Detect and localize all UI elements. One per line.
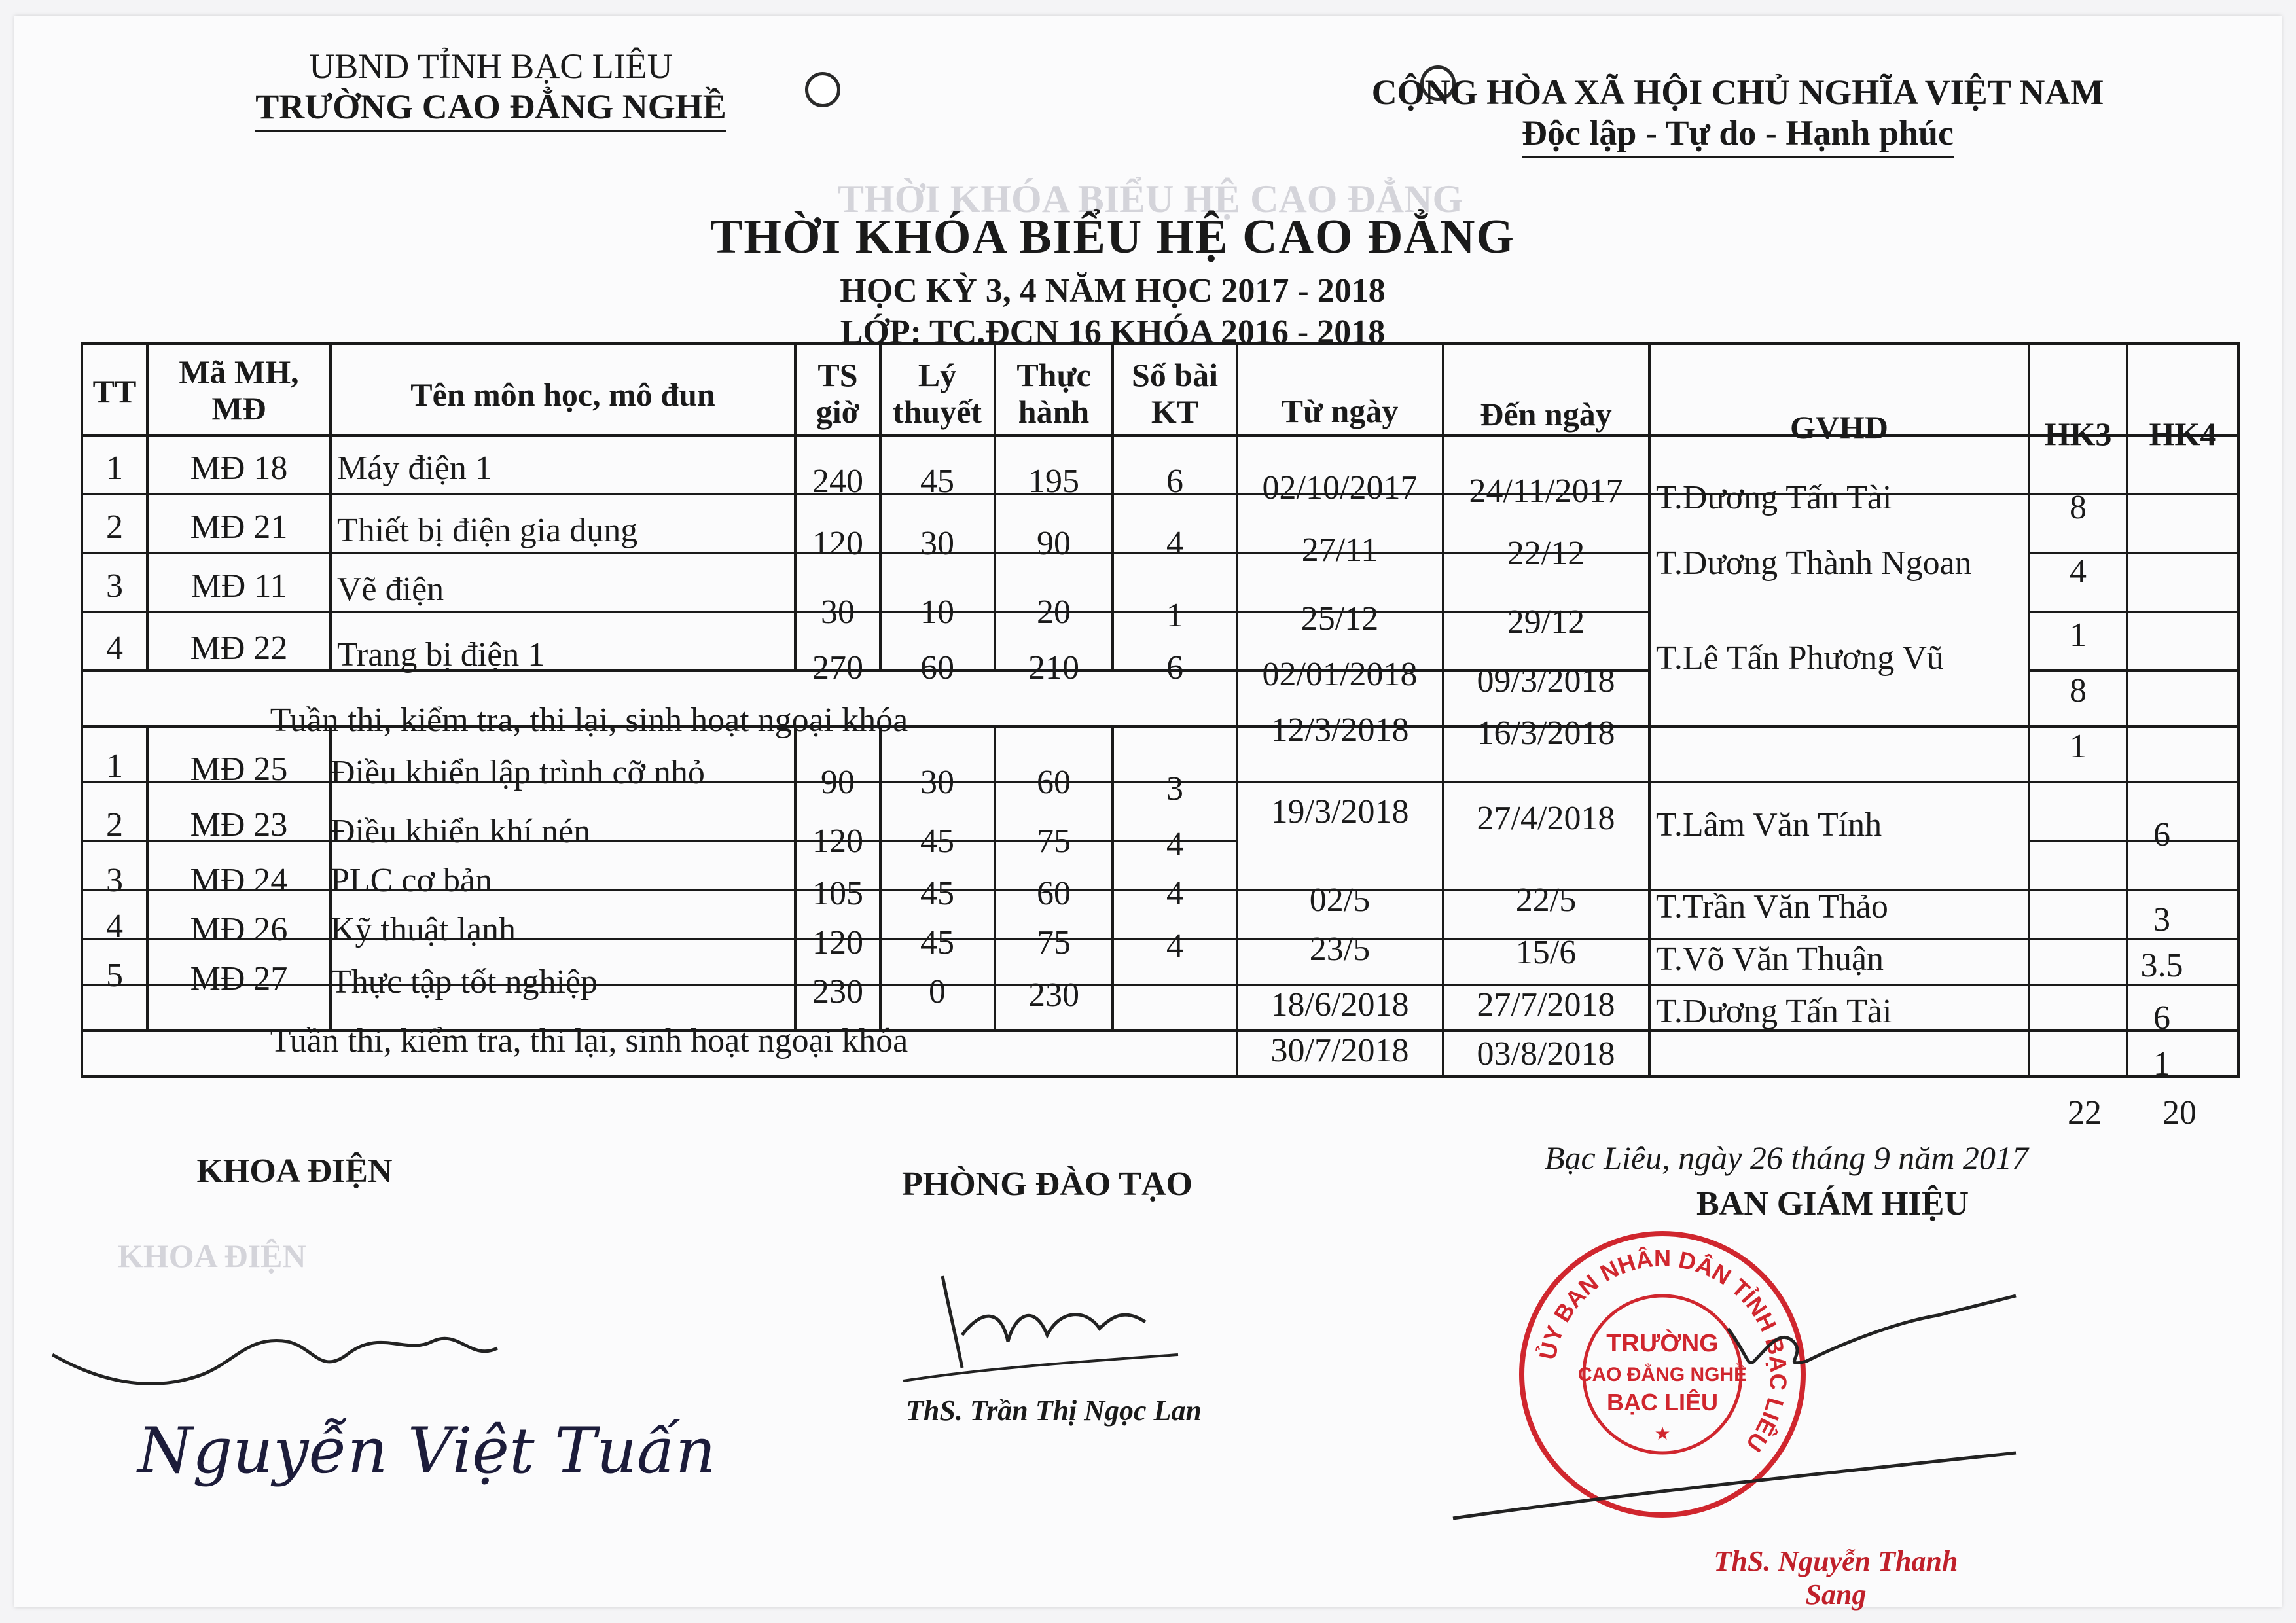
cell-from: 12/3/2018	[1270, 711, 1409, 749]
cell-practice: 60	[1037, 875, 1071, 912]
cell-ts: 240	[812, 463, 863, 500]
title-main: THỜI KHÓA BIỂU HỆ CAO ĐẲNG	[709, 210, 1515, 264]
cell-from: 02/10/2017	[1262, 469, 1418, 507]
province-committee: UBND TỈNH BẠC LIÊU	[309, 46, 673, 86]
col-header-hk3: HK3	[2044, 416, 2112, 452]
cell-to: 24/11/2017	[1469, 473, 1623, 510]
col-header-hk4: HK4	[2149, 416, 2217, 452]
cell-theory: 45	[920, 823, 954, 860]
cell-ts: 105	[812, 875, 863, 912]
cell-code: MĐ 18	[190, 450, 288, 487]
cell-tt: 2	[106, 508, 123, 546]
cell-code: MĐ 27	[190, 960, 288, 997]
title-class: LỚP: TC.ĐCN 16 KHÓA 2016 - 2018	[840, 313, 1386, 351]
cell-tt: 1	[106, 450, 123, 487]
cell-teacher: T.Lâm Văn Tính	[1656, 806, 1882, 844]
signature-faculty	[131, 1152, 458, 1190]
cell-hk3: 8	[2070, 672, 2087, 709]
total-hk4: 20	[2162, 1094, 2197, 1132]
col-header-ts: TS giờ	[816, 357, 860, 430]
exam-label: Tuần thi, kiểm tra, thi lại, sinh hoạt ngoại khóa	[270, 1022, 908, 1060]
cell-theory: 10	[920, 594, 954, 631]
cell-from: 02/5	[1309, 882, 1371, 919]
cell-to: 03/8/2018	[1477, 1035, 1615, 1073]
cell-tests: 4	[1166, 927, 1183, 965]
faculty-signature-name: Nguyễn Việt Tuấn	[137, 1414, 716, 1488]
cell-tests: 4	[1166, 826, 1183, 863]
col-header-tests: Số bài KT	[1131, 357, 1218, 430]
cell-hk4: 3.5	[2140, 947, 2183, 984]
cell-subject: Điều khiển lập trình cỡ nhỏ	[331, 754, 705, 791]
cell-theory: 30	[920, 525, 954, 562]
cell-tests: 6	[1166, 649, 1183, 687]
cell-to: 22/5	[1515, 882, 1577, 919]
cell-from: 23/5	[1309, 931, 1371, 968]
cell-practice: 75	[1037, 924, 1071, 961]
col-header-tt: TT	[92, 373, 137, 410]
cell-theory: 45	[920, 875, 954, 912]
cell-tests: 1	[1166, 597, 1183, 634]
country-name: CỘNG HÒA XÃ HỘI CHỦ NGHĨA VIỆT NAM	[1371, 73, 2104, 112]
cell-teacher: T.Dương Tấn Tài	[1656, 993, 1892, 1030]
cell-ts: 120	[812, 823, 863, 860]
cell-to: 27/4/2018	[1477, 800, 1615, 837]
col-header-practice: Thực hành	[1016, 357, 1091, 430]
school-name: TRƯỜNG CAO ĐẲNG NGHỀ	[255, 86, 726, 132]
bleed-through-title: THỜI KHÓA BIỂU HỆ CAO ĐẲNG	[838, 177, 1463, 221]
cell-subject: PLC cơ bản	[331, 862, 493, 899]
bleed-through-footer: KHOA ĐIỆN	[118, 1238, 306, 1274]
col-header-code: Mã MH, MĐ	[179, 353, 299, 427]
stamp-center-line2: CAO ĐẲNG NGHỀ	[1577, 1364, 1748, 1385]
cell-from: 19/3/2018	[1270, 793, 1409, 830]
handwritten-signature-training	[890, 1257, 1217, 1400]
cell-tests: 6	[1166, 463, 1183, 500]
exam-label: Tuần thi, kiểm tra, thi lại, sinh hoạt ngoại khóa	[270, 702, 908, 739]
cell-practice: 60	[1037, 764, 1071, 801]
cell-subject: Kỹ thuật lạnh	[331, 911, 516, 948]
cell-hk3: 4	[2070, 553, 2087, 590]
cell-theory: 45	[920, 463, 954, 500]
cell-subject: Thực tập tốt nghiệp	[331, 963, 598, 1001]
cell-tt: 3	[106, 567, 123, 605]
cell-teacher: T.Dương Thành Ngoan	[1656, 544, 1972, 582]
cell-to: 29/12	[1507, 603, 1585, 641]
cell-subject: Vẽ điện	[337, 571, 444, 608]
training-title: PHÒNG ĐÀO TẠO	[902, 1166, 1193, 1203]
col-header-subject: Tên môn học, mô đun	[410, 376, 715, 413]
cell-ts: 120	[812, 924, 863, 961]
cell-hk4: 6	[2153, 816, 2170, 853]
cell-ts: 120	[812, 525, 863, 562]
cell-from: 27/11	[1301, 531, 1378, 569]
cell-subject: Thiết bị điện gia dụng	[337, 512, 638, 549]
cell-code: MĐ 11	[190, 567, 287, 605]
training-signer-name: ThS. Trần Thị Ngọc Lan	[906, 1395, 1202, 1427]
cell-ts: 90	[821, 764, 855, 801]
cell-theory: 0	[929, 973, 946, 1010]
cell-hk3: 1	[2070, 616, 2087, 654]
cell-practice: 90	[1037, 525, 1071, 562]
cell-subject: Trang bị điện 1	[337, 636, 545, 673]
cell-practice: 230	[1028, 976, 1079, 1014]
cell-subject: Điều khiển khí nén	[331, 813, 591, 850]
cell-code: MĐ 23	[190, 806, 288, 844]
cell-practice: 195	[1028, 463, 1079, 500]
cell-tests: 4	[1166, 875, 1183, 912]
cell-hk3: 1	[2070, 728, 2087, 765]
cell-teacher: T.Dương Tấn Tài	[1656, 479, 1892, 516]
stamp-center-line1: TRƯỜNG	[1606, 1330, 1719, 1357]
stamp-star-icon: ★	[1654, 1423, 1671, 1444]
board-signer-name: ThS. Nguyễn Thanh Sang	[1713, 1545, 1958, 1611]
cell-code: MĐ 26	[190, 911, 288, 948]
cell-code: MĐ 22	[190, 630, 288, 667]
cell-ts: 270	[812, 649, 863, 687]
col-header-teacher: GVHD	[1790, 409, 1888, 446]
cell-code: MĐ 25	[190, 751, 288, 788]
total-hk3: 22	[2068, 1094, 2102, 1132]
cell-tt: 1	[106, 747, 123, 785]
cell-to: 27/7/2018	[1477, 986, 1615, 1024]
national-motto: Độc lập - Tự do - Hạnh phúc	[1522, 113, 1954, 158]
cell-hk4: 3	[2153, 901, 2170, 938]
handwritten-signature-board	[1440, 1283, 2029, 1558]
cell-tt: 4	[106, 630, 123, 667]
stamp-center-line3: BẠC LIÊU	[1607, 1389, 1718, 1416]
cell-teacher: T.Lê Tấn Phương Vũ	[1656, 639, 1944, 677]
cell-theory: 30	[920, 764, 954, 801]
cell-practice: 210	[1028, 649, 1079, 687]
signature-training	[818, 1165, 1276, 1204]
stamp-ring-text: ỦY BAN NHÂN DÂN TỈNH BẠC LIÊU	[1534, 1244, 1793, 1457]
col-header-theory: Lý thuyết	[892, 357, 982, 430]
cell-ts: 30	[821, 594, 855, 631]
cell-teacher: T.Võ Văn Thuận	[1656, 940, 1884, 978]
cell-practice: 75	[1037, 823, 1071, 860]
cell-to: 15/6	[1515, 934, 1577, 971]
cell-tt: 5	[106, 957, 123, 994]
cell-from: 30/7/2018	[1270, 1032, 1409, 1069]
cell-hk4: 1	[2153, 1045, 2170, 1082]
col-header-from: Từ ngày	[1281, 393, 1399, 429]
cell-tt: 4	[106, 908, 123, 945]
cell-theory: 60	[920, 649, 954, 687]
signature-board	[1636, 1185, 2029, 1223]
cell-ts: 230	[812, 973, 863, 1010]
cell-tests: 3	[1166, 770, 1183, 808]
cell-teacher: T.Trần Văn Thảo	[1656, 888, 1888, 925]
cell-hk3: 8	[2070, 489, 2087, 526]
place-date: Bạc Liêu, ngày 26 tháng 9 năm 2017	[1545, 1139, 2028, 1176]
cell-from: 02/01/2018	[1262, 656, 1418, 693]
cell-to: 16/3/2018	[1477, 715, 1615, 752]
cell-from: 18/6/2018	[1270, 986, 1409, 1024]
cell-to: 09/3/2018	[1477, 662, 1615, 700]
cell-to: 22/12	[1507, 535, 1585, 572]
cell-hk4: 6	[2153, 999, 2170, 1037]
cell-tt: 3	[106, 862, 123, 899]
cell-theory: 45	[920, 924, 954, 961]
title-semester: HỌC KỲ 3, 4 NĂM HỌC 2017 - 2018	[840, 272, 1386, 310]
cell-practice: 20	[1037, 594, 1071, 631]
cell-tests: 4	[1166, 525, 1183, 562]
cell-tt: 2	[106, 806, 123, 844]
cell-code: MĐ 24	[190, 862, 288, 899]
handwritten-signature-faculty	[39, 1283, 716, 1558]
faculty-title: KHOA ĐIỆN	[196, 1152, 393, 1190]
cell-subject: Máy điện 1	[337, 450, 492, 487]
col-header-to: Đến ngày	[1480, 396, 1612, 433]
cell-from: 25/12	[1300, 600, 1379, 637]
board-title: BAN GIÁM HIỆU	[1696, 1185, 1969, 1222]
cell-code: MĐ 21	[190, 508, 288, 546]
